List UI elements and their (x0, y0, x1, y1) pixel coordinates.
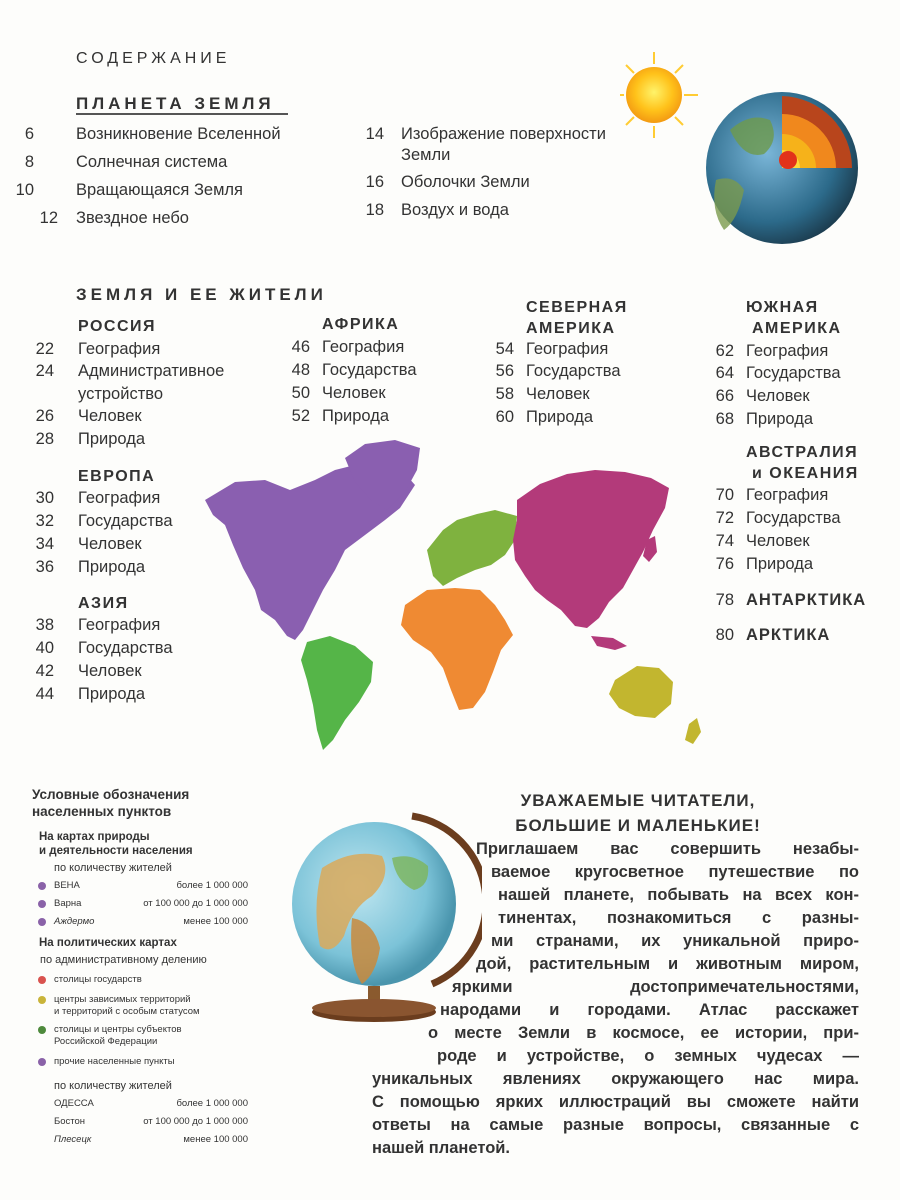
indonesia-shape (591, 636, 627, 650)
page-number: 16 (365, 173, 384, 191)
greeting-line: БОЛЬШИЕ И МАЛЕНЬКИЕ! (515, 816, 761, 835)
entry-label: География (78, 616, 161, 634)
intro-line: ми странами, их уникальной приро- (491, 932, 859, 950)
toc-entry[interactable] (20, 534, 220, 556)
entry-label: Природа (526, 408, 594, 426)
intro-line: Приглашаем вас совершить незабы- (476, 840, 859, 858)
entry-label: Человек (746, 532, 810, 550)
intro-line: С помощью ярких иллюстраций вы сможете найти (372, 1093, 859, 1111)
region-center-marker-icon (38, 1026, 46, 1034)
settlement-marker-icon (38, 1058, 46, 1066)
legend-item-name: ВЕНА (54, 880, 80, 891)
toc-entry[interactable] (0, 180, 330, 202)
entry-label-cont: устройство (78, 385, 164, 403)
intro-line: яркими достопримечательностями, (452, 978, 859, 996)
europe-shape (427, 510, 517, 586)
entry-label: Возникновение Вселенной (76, 125, 281, 143)
toc-entry[interactable] (700, 625, 890, 647)
toc-entry[interactable] (0, 124, 330, 146)
intro-line: нашей планетой. (372, 1139, 511, 1157)
intro-line: дой, растительным и животным миром, (476, 955, 859, 973)
toc-entry[interactable] (20, 661, 220, 683)
legend-item-name: Аждермо (54, 916, 95, 927)
continent-title-south-america-2: АМЕРИКА (752, 320, 842, 337)
continent-title-australia-2: и ОКЕАНИЯ (752, 465, 859, 482)
toc-entry[interactable] (276, 406, 436, 428)
page-number: 10 (15, 181, 34, 199)
toc-entry[interactable] (700, 409, 870, 431)
entry-label: Звездное небо (76, 209, 189, 227)
toc-entry[interactable] (700, 363, 870, 385)
intro-line: тинентах, познакомиться с разны- (498, 909, 859, 927)
toc-entry[interactable] (700, 590, 890, 612)
legend-item-name: столицы государств (54, 974, 142, 985)
australia-shape (609, 666, 673, 718)
globe-illustration (282, 808, 482, 1033)
entry-label: Человек (78, 407, 142, 425)
entry-label-cont: Земли (401, 146, 451, 164)
page-number: 64 (715, 364, 734, 382)
continent-title-north-america: СЕВЕРНАЯ (526, 299, 628, 316)
legend-item-name: Варна (54, 898, 82, 909)
entry-label: Природа (78, 558, 146, 576)
continent-title-australia: АВСТРАЛИЯ (746, 444, 859, 461)
city-marker-icon (38, 918, 46, 926)
page-number: 18 (365, 201, 384, 219)
page-number: 28 (35, 430, 54, 448)
legend-item (32, 1132, 252, 1150)
page-number: 48 (291, 361, 310, 379)
intro-line: ответы на самые разные вопросы, связанные с (372, 1116, 859, 1134)
page-number: 32 (35, 512, 54, 530)
legend-item-range: более 1 000 000 (176, 880, 248, 891)
legend-item-range: менее 100 000 (183, 1134, 248, 1145)
legend-item-name: столицы и центры субъектов (54, 1024, 182, 1035)
legend-item-name-cont: и территорий с особым статусом (54, 1006, 200, 1017)
entry-label: География (78, 340, 161, 358)
legend-by-population: по количеству жителей (54, 862, 172, 874)
section-underline (76, 113, 288, 115)
entry-label: Природа (78, 685, 146, 703)
intro-line: о месте Земли в космосе, ее истории, при- (428, 1024, 859, 1042)
continent-title-russia: РОССИЯ (78, 318, 157, 335)
continent-title-asia: АЗИЯ (78, 595, 129, 612)
intro-line: нашей планете, побывать на всех кон- (498, 886, 859, 904)
section-title-planet: ПЛАНЕТА ЗЕМЛЯ (76, 94, 275, 113)
toc-entry[interactable] (276, 337, 436, 359)
page-number: 22 (35, 340, 54, 358)
toc-entry[interactable] (480, 407, 650, 429)
entry-label: Государства (78, 639, 173, 657)
contents-title: СОДЕРЖАНИЕ (76, 50, 231, 67)
page-number: 68 (715, 410, 734, 428)
toc-entry[interactable] (700, 508, 870, 530)
intro-line: роде и устройстве, о земных чудесах — (437, 1047, 859, 1065)
toc-entry[interactable] (350, 172, 640, 194)
entry-label: Природа (322, 407, 390, 425)
legend-item (32, 1114, 252, 1132)
continent-title-africa: АФРИКА (322, 316, 400, 333)
page-number: 60 (495, 408, 514, 426)
entry-label: География (322, 338, 405, 356)
earth-cutaway-icon (706, 92, 858, 244)
page-number: 38 (35, 616, 54, 634)
city-marker-icon (38, 882, 46, 890)
toc-entry[interactable] (0, 152, 330, 174)
entry-label: Природа (746, 555, 814, 573)
page-number: 52 (291, 407, 310, 425)
entry-label: Природа (78, 430, 146, 448)
section-title-earth: ЗЕМЛЯ И ЕЕ ЖИТЕЛИ (76, 285, 327, 304)
territory-center-marker-icon (38, 996, 46, 1004)
entry-label: География (746, 342, 829, 360)
page-number: 40 (35, 639, 54, 657)
entry-label: География (526, 340, 609, 358)
toc-entry[interactable] (20, 406, 260, 428)
legend-item-range: более 1 000 000 (176, 1098, 248, 1109)
intro-line: ваемое кругосветное путешествие по (491, 863, 859, 881)
intro-line: народами и городами. Атлас расскажет (440, 1001, 859, 1019)
page-number: 80 (715, 626, 734, 644)
legend-title: Условные обозначения (32, 787, 190, 802)
legend-item (32, 1054, 252, 1076)
entry-label: Человек (322, 384, 386, 402)
legend-item-range: от 100 000 до 1 000 000 (143, 898, 248, 909)
page-number: 14 (365, 125, 384, 143)
entry-label: Государства (746, 509, 841, 527)
legend-item (32, 878, 252, 896)
new-zealand-shape (685, 718, 701, 744)
toc-entry[interactable] (480, 361, 650, 383)
toc-entry[interactable] (700, 531, 870, 553)
page-number: 46 (291, 338, 310, 356)
page-number: 24 (35, 362, 54, 380)
toc-entry[interactable] (20, 511, 220, 533)
legend-nature-heading-2: и деятельности населения (39, 845, 193, 857)
page-number: 6 (24, 125, 34, 143)
toc-entry[interactable] (20, 557, 220, 579)
page-number: 76 (715, 555, 734, 573)
page-number: 56 (495, 362, 514, 380)
legend-item (32, 992, 252, 1022)
legend-item-name-cont: Российской Федерации (54, 1036, 158, 1047)
entry-label: Государства (322, 361, 417, 379)
page-number: 8 (24, 153, 34, 171)
toc-entry[interactable] (20, 488, 220, 510)
legend-item-name: Бостон (54, 1116, 86, 1127)
legend-item-name: Плесецк (54, 1134, 92, 1145)
legend-item-range: менее 100 000 (183, 916, 248, 927)
toc-entry[interactable] (20, 339, 260, 361)
page-number: 70 (715, 486, 734, 504)
entry-label: Государства (746, 364, 841, 382)
capital-marker-icon (38, 976, 46, 984)
continent-title-europe: ЕВРОПА (78, 468, 156, 485)
entry-label: Вращающаяся Земля (76, 181, 243, 199)
south-america-shape (301, 636, 373, 750)
entry-label: Человек (78, 662, 142, 680)
continent-title-south-america: ЮЖНАЯ (746, 299, 819, 316)
page-number: 26 (35, 407, 54, 425)
page-number: 34 (35, 535, 54, 553)
legend-political-heading: На политических картах (39, 937, 177, 949)
legend-item-name: ОДЕССА (54, 1098, 94, 1109)
entry-label: Государства (78, 512, 173, 530)
city-marker-icon (38, 900, 46, 908)
toc-entry[interactable] (20, 638, 220, 660)
toc-entry[interactable] (20, 361, 260, 405)
page-number: 78 (715, 591, 734, 609)
entry-label: Человек (526, 385, 590, 403)
legend-item-name: прочие населенные пункты (54, 1056, 175, 1067)
page-number: 50 (291, 384, 310, 402)
toc-entry[interactable] (700, 554, 870, 576)
entry-label: Воздух и вода (401, 201, 509, 219)
entry-label: Человек (78, 535, 142, 553)
entry-label: Административное (78, 362, 225, 380)
toc-entry[interactable] (700, 341, 870, 363)
toc-entry[interactable] (350, 200, 640, 222)
legend-by-population-2: по количеству жителей (54, 1080, 172, 1092)
page-number: 44 (35, 685, 54, 703)
toc-entry[interactable] (276, 383, 436, 405)
entry-label: Государства (526, 362, 621, 380)
page-number: 12 (39, 209, 58, 227)
legend-item (32, 1096, 252, 1114)
entry-label: АНТАРКТИКА (746, 591, 867, 609)
entry-label: Изображение поверхности (401, 125, 606, 143)
entry-label: География (746, 486, 829, 504)
page-number: 74 (715, 532, 734, 550)
page-number: 30 (35, 489, 54, 507)
entry-label: АРКТИКА (746, 626, 831, 644)
legend-by-admin: по административному делению (40, 954, 207, 966)
toc-entry[interactable] (480, 339, 650, 361)
legend-item-range: от 100 000 до 1 000 000 (143, 1116, 248, 1127)
africa-shape (401, 588, 513, 710)
toc-entry[interactable] (0, 208, 330, 230)
toc-entry[interactable] (700, 485, 870, 507)
entry-label: География (78, 489, 161, 507)
intro-line: уникальных явлениях окружающего нас мира. (372, 1070, 859, 1088)
page-number: 42 (35, 662, 54, 680)
toc-entry[interactable] (350, 124, 640, 168)
toc-entry[interactable] (20, 684, 220, 706)
sun-icon (620, 52, 698, 138)
world-map (195, 440, 715, 750)
legend-nature-heading: На картах природы (39, 831, 150, 843)
legend-item (32, 914, 252, 932)
settlement-legend (32, 786, 252, 1150)
entry-label: Оболочки Земли (401, 173, 530, 191)
legend-item (32, 972, 252, 992)
greeting-line: УВАЖАЕМЫЕ ЧИТАТЕЛИ, (520, 791, 756, 810)
entry-label: Природа (746, 410, 814, 428)
toc-entry[interactable] (700, 386, 870, 408)
legend-title-2: населенных пунктов (32, 804, 172, 819)
legend-item-name: центры зависимых территорий (54, 994, 191, 1005)
sun-earth-illustration (620, 50, 870, 250)
toc-entry[interactable] (480, 384, 650, 406)
toc-entry[interactable] (20, 615, 220, 637)
legend-item (32, 1022, 252, 1054)
page-number: 58 (495, 385, 514, 403)
page-number: 54 (495, 340, 514, 358)
page-number: 72 (715, 509, 734, 527)
page-number: 62 (715, 342, 734, 360)
toc-entry[interactable] (276, 360, 436, 382)
legend-item (32, 896, 252, 914)
entry-label: Солнечная система (76, 153, 228, 171)
entry-label: Человек (746, 387, 810, 405)
page-number: 66 (715, 387, 734, 405)
greeting-heading (488, 788, 788, 838)
continent-title-north-america-2: АМЕРИКА (526, 320, 616, 337)
page-number: 36 (35, 558, 54, 576)
